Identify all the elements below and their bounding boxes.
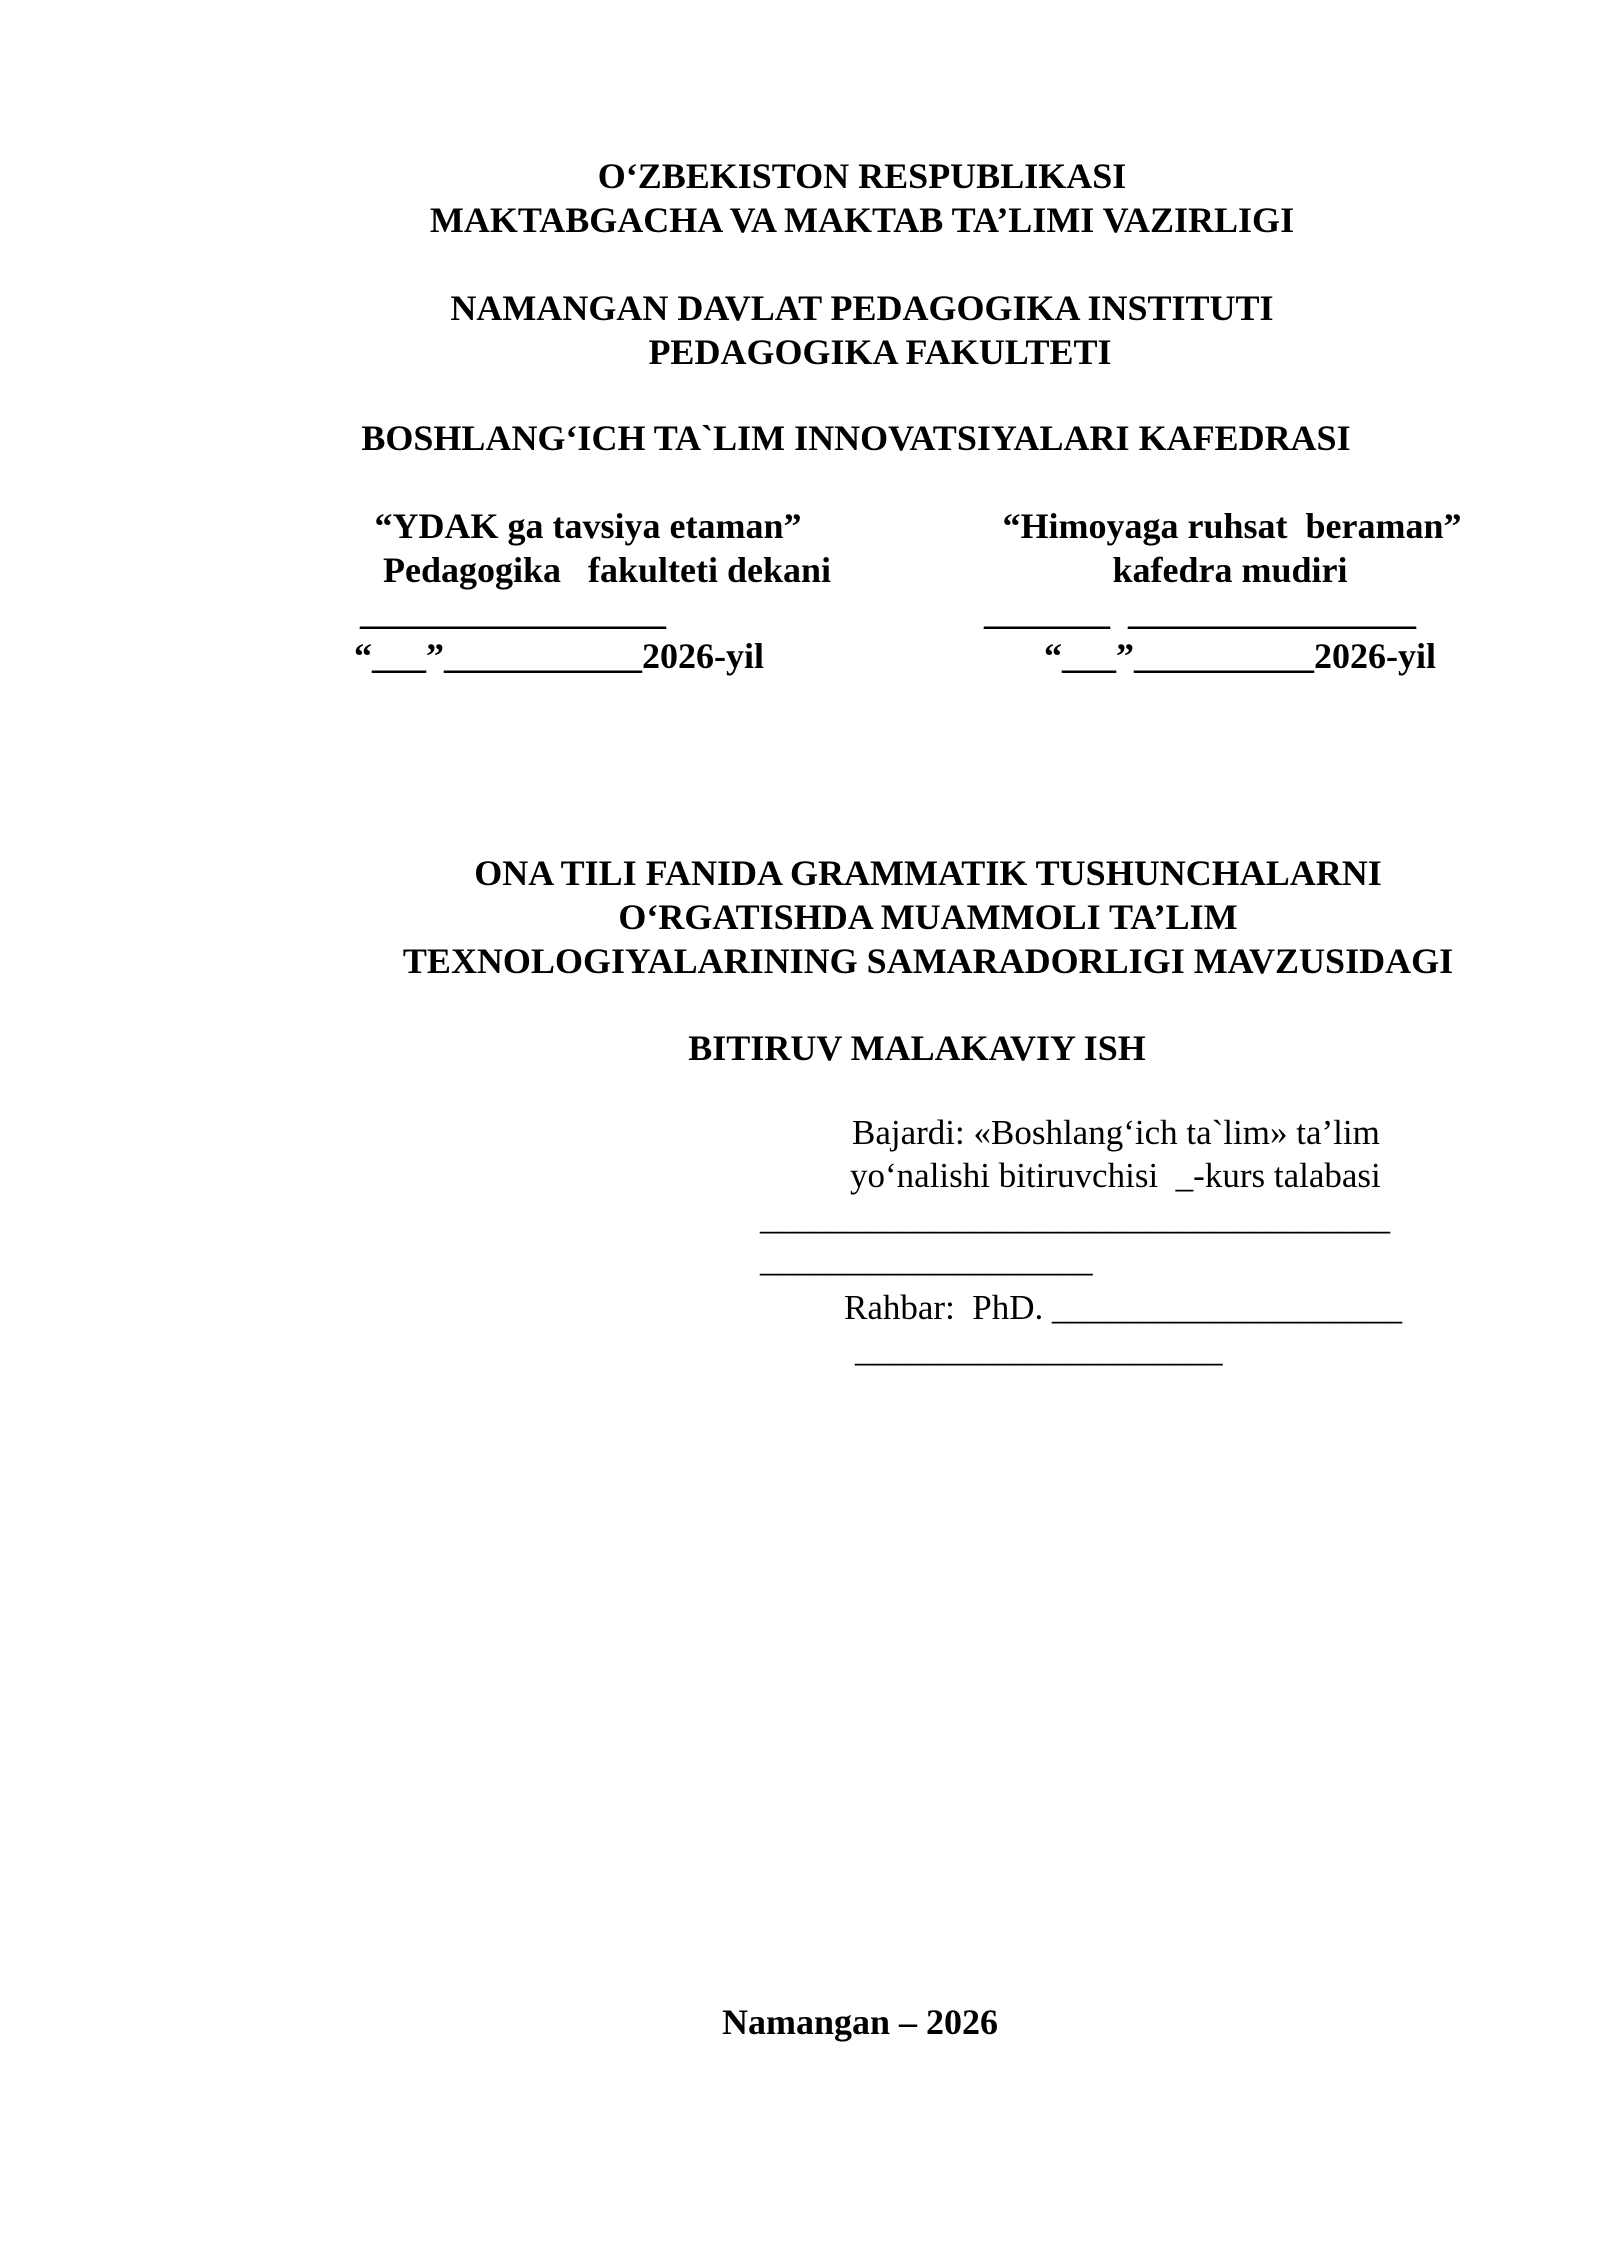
approval-right-signature-line: _______ ________________ [984, 592, 1416, 632]
city-year: Namangan – 2026 [721, 2002, 999, 2042]
performer-line-1: Bajardi: «Boshlang‘ich ta`lim» ta’lim [852, 1113, 1380, 1152]
topic-line-2: O‘RGATISHDA MUAMMOLI TA’LIM [618, 897, 1238, 937]
performer-name-line: ____________________________________ [760, 1198, 1390, 1237]
work-type: BITIRUV MALAKAVIY ISH [688, 1028, 1146, 1068]
approval-left-position: Pedagogika fakulteti dekani [382, 550, 832, 590]
topic-line-3: TEXNOLOGIYALARINING SAMARADORLIGI MAVZUSIDAGI [402, 941, 1454, 981]
approval-left-quote: “YDAK ga tavsiya etaman” [374, 506, 802, 546]
approval-right-position: kafedra mudiri [1112, 550, 1348, 590]
supervisor-name-line: _____________________ [855, 1330, 1223, 1369]
approval-left-signature-line: _________________ [360, 592, 666, 632]
supervisor-line: Rahbar: PhD. ____________________ [844, 1288, 1403, 1327]
approval-left-date: “___”___________2026-yil [354, 636, 764, 676]
department-name: BOSHLANG‘ICH TA`LIM INNOVATSIYALARI KAFEDRASI [361, 418, 1351, 458]
performer-name-line-2: ___________________ [760, 1240, 1093, 1279]
performer-line-2: yo‘nalishi bitiruvchisi _-kurs talabasi [850, 1156, 1381, 1195]
approval-right-date: “___”__________2026-yil [1044, 636, 1436, 676]
approval-right-quote: “Himoyaga ruhsat beraman” [1002, 506, 1462, 546]
institute-name: NAMANGAN DAVLAT PEDAGOGIKA INSTITUTI [450, 288, 1274, 328]
ministry-country: O‘ZBEKISTON RESPUBLIKASI [597, 156, 1127, 196]
faculty-name: PEDAGOGIKA FAKULTETI [648, 332, 1112, 372]
topic-line-1: ONA TILI FANIDA GRAMMATIK TUSHUNCHALARNI [474, 853, 1382, 893]
ministry-name: MAKTABGACHA VA MAKTAB TA’LIMI VAZIRLIGI [429, 200, 1295, 240]
